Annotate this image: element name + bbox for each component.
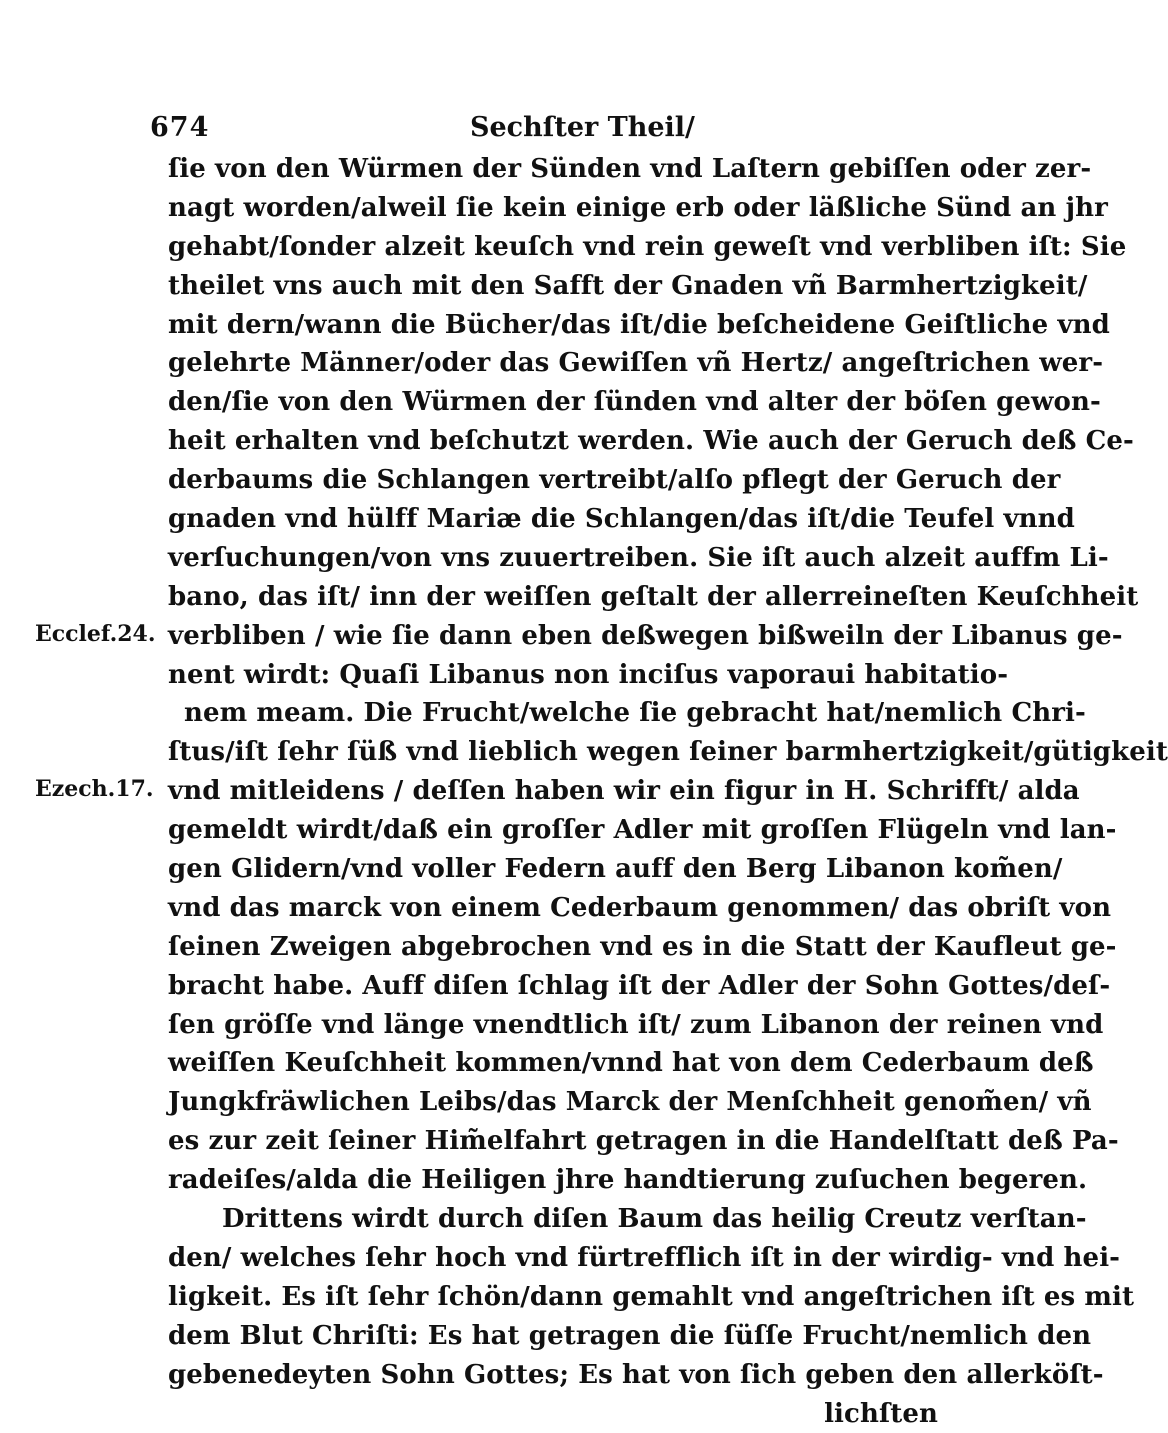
text-line: ſie von den Würmen der Sünden vnd Laſtern gebiſſen oder zer- (168, 150, 938, 189)
text-line: es zur zeit ſeiner Him̃elfahrt getragen in die Handelſtatt deß Pa- (168, 1122, 938, 1161)
page-header (150, 112, 940, 148)
text-line: radeiſes/alda die Heiligen jhre handtierung zuſuchen begeren. (168, 1161, 938, 1200)
text-line: nem meam. Die Frucht/welche ſie gebracht hat/nemlich Chri- (168, 694, 938, 733)
text-line: nent wirdt: Quaſi Libanus non inciſus vaporaui habitatio- (168, 656, 938, 695)
body-text (168, 150, 938, 1433)
text-line: nagt worden/alweil ſie kein einige erb oder läßliche Sünd an jhr (168, 189, 938, 228)
text-line: verbliben / wie ſie dann eben deßwegen bißweiln der Libanus ge- (168, 617, 938, 656)
text-line: gemeldt wirdt/daß ein groſſer Adler mit groſſen Flügeln vnd lan- (168, 811, 938, 850)
text-line: Jungkfräwlichen Leibs/das Marck der Menſchheit genom̃en/ vñ (168, 1083, 938, 1122)
text-line: bracht habe. Auff diſen ſchlag iſt der Adler der Sohn Gottes/deſ- (168, 967, 938, 1006)
text-line: ſen gröſſe vnd länge vnendtlich iſt/ zum Libanon der reinen vnd (168, 1006, 938, 1045)
page-number: 674 (150, 112, 209, 143)
text-line: den/ſie von den Würmen der ſünden vnd alter der böſen gewon- (168, 383, 938, 422)
text-line: gebenedeyten Sohn Gottes; Es hat von ſich geben den allerköſt- (168, 1356, 938, 1395)
text-line: gehabt/ſonder alzeit keuſch vnd rein geweſt vnd verbliben iſt: Sie (168, 228, 938, 267)
text-line: gen Glidern/vnd voller Federn auff den Berg Libanon kom̃en/ (168, 850, 938, 889)
text-line: bano, das iſt/ inn der weiſſen geſtalt der allerreineſten Keuſchheit (168, 578, 938, 617)
text-line: verſuchungen/von vns zuuertreiben. Sie iſt auch alzeit auffm Li- (168, 539, 938, 578)
text-line: theilet vns auch mit den Safft der Gnaden vñ Barmhertzigkeit/ (168, 267, 938, 306)
running-head: Sechſter Theil/ (470, 112, 695, 143)
text-line: ſeinen Zweigen abgebrochen vnd es in die Statt der Kaufleut ge- (168, 928, 938, 967)
margin-note-ecclesiasticus: Ecclef.24. (35, 621, 156, 647)
text-line: dem Blut Chriſti: Es hat getragen die ſüſſe Frucht/nemlich den (168, 1317, 938, 1356)
text-line: vnd mitleidens / deſſen haben wir ein figur in H. Schrifft/ alda (168, 772, 938, 811)
text-line: den/ welches ſehr hoch vnd fürtrefflich iſt in der wirdig- vnd hei- (168, 1239, 938, 1278)
text-line: Drittens wirdt durch diſen Baum das heilig Creutz verſtan- (168, 1200, 938, 1239)
text-line: derbaums die Schlangen vertreibt/alſo pflegt der Geruch der (168, 461, 938, 500)
margin-note-ezechiel: Ezech.17. (35, 776, 154, 802)
text-line: ligkeit. Es iſt ſehr ſchön/dann gemahlt vnd angeſtrichen iſt es mit (168, 1278, 938, 1317)
catchword: lichſten (168, 1395, 938, 1433)
text-line: heit erhalten vnd beſchutzt werden. Wie auch der Geruch deß Ce- (168, 422, 938, 461)
text-line: vnd das marck von einem Cederbaum genommen/ das obriſt von (168, 889, 938, 928)
text-line: gelehrte Männer/oder das Gewiſſen vñ Hertz/ angeſtrichen wer- (168, 344, 938, 383)
text-line: ſtus/iſt ſehr ſüß vnd lieblich wegen ſeiner barmhertzigkeit/gütigkeit (168, 733, 938, 772)
text-line: mit dern/wann die Bücher/das iſt/die beſcheidene Geiſtliche vnd (168, 306, 938, 345)
text-line: gnaden vnd hülff Mariæ die Schlangen/das iſt/die Teufel vnnd (168, 500, 938, 539)
text-line: weiſſen Keuſchheit kommen/vnnd hat von dem Cederbaum deß (168, 1044, 938, 1083)
